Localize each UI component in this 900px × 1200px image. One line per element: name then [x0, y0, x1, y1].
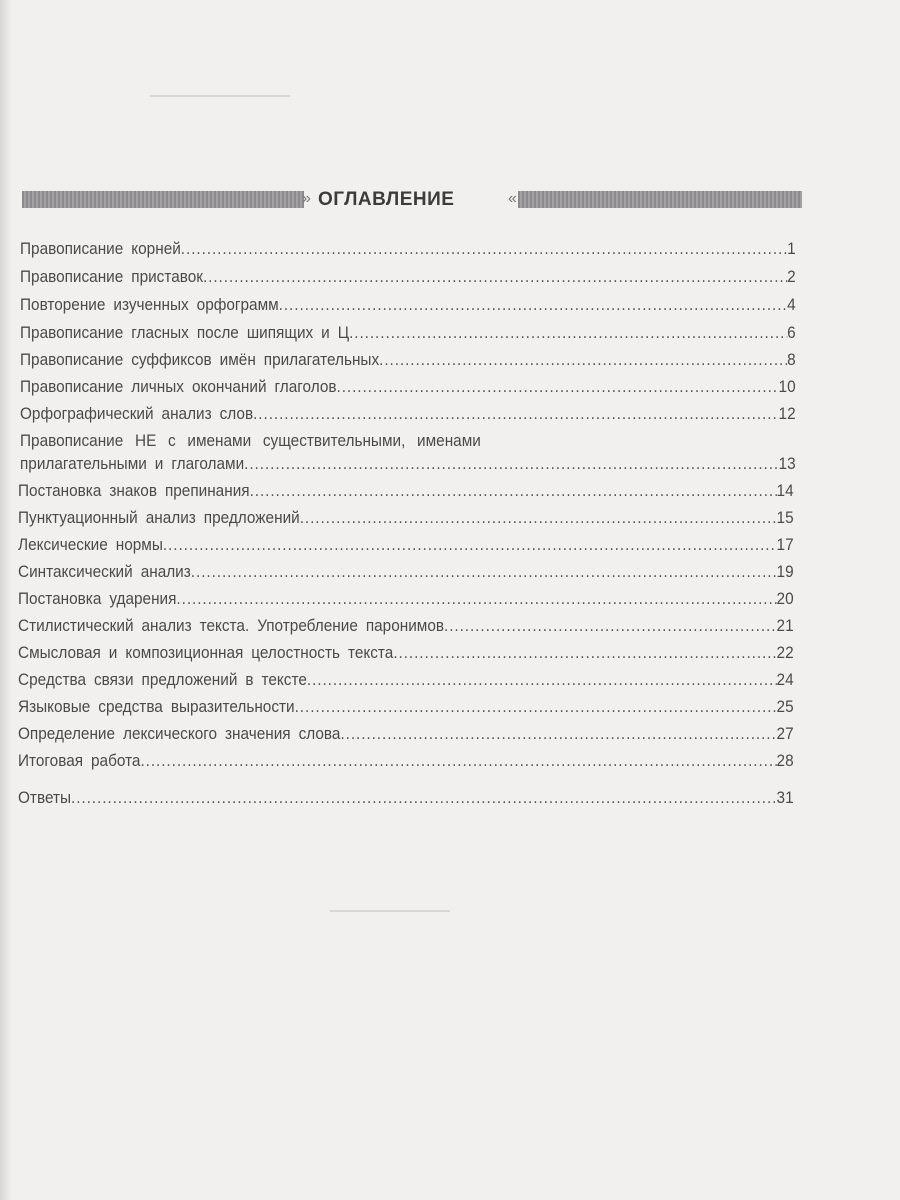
toc-entry-page: 25 — [776, 698, 794, 716]
dot-leader — [295, 698, 777, 717]
toc-entry-page: 4 — [787, 296, 796, 314]
toc-entry-page: 20 — [776, 590, 794, 608]
toc-entry-title: Стилистический анализ текста. Употребление паронимов — [18, 617, 445, 635]
toc-entry[interactable] — [18, 563, 794, 582]
toc-entry-page: 14 — [776, 482, 794, 500]
toc-entry-title-line1: Правописание НЕ с именами существительными, именами — [20, 432, 481, 450]
toc-entry-page: 13 — [778, 455, 796, 473]
dot-leader — [307, 671, 777, 690]
toc-entry[interactable] — [20, 296, 796, 315]
scan-smudge — [330, 910, 450, 912]
toc-entry-page: 28 — [776, 752, 794, 770]
toc-entry-title: Лексические нормы — [18, 536, 163, 554]
toc-entry[interactable] — [18, 536, 794, 555]
dot-leader — [244, 455, 778, 474]
toc-entry[interactable] — [18, 789, 794, 808]
toc-entry[interactable] — [18, 671, 794, 690]
chevron-right-icon: » — [302, 190, 311, 207]
dot-leader — [140, 752, 776, 771]
scan-smudge — [150, 95, 290, 97]
header-band-left — [22, 191, 304, 208]
toc-entry-title: Повторение изученных орфограмм — [20, 296, 279, 314]
toc-entry-page: 6 — [787, 324, 796, 342]
toc-entry[interactable] — [20, 378, 796, 397]
chevron-left-icon: « — [508, 190, 517, 207]
toc-entry-title: Синтаксический анализ — [18, 563, 191, 581]
dot-leader — [181, 240, 787, 259]
toc-entry[interactable] — [20, 351, 796, 370]
toc-entry-title: Правописание личных окончаний глаголов — [20, 378, 337, 396]
toc-entry-page: 24 — [776, 671, 794, 689]
dot-leader — [250, 482, 777, 501]
toc-entry-title: Орфографический анализ слов — [20, 405, 254, 423]
toc-entry[interactable] — [18, 482, 794, 501]
toc-entry-title: Языковые средства выразительности — [18, 698, 295, 716]
toc-entry-title: Пунктуационный анализ предложений — [18, 509, 300, 527]
toc-entry-title: Правописание корней — [20, 240, 181, 258]
dot-leader — [191, 563, 777, 582]
dot-leader — [444, 617, 777, 636]
toc-entry-page: 21 — [776, 617, 794, 635]
toc-entry-title: Правописание приставок — [20, 268, 203, 286]
page-edge-shadow — [0, 0, 12, 1200]
dot-leader — [379, 351, 787, 370]
toc-entry-page: 19 — [776, 563, 794, 581]
toc-entry-page: 2 — [787, 268, 796, 286]
dot-leader — [71, 789, 777, 808]
toc-entry-title: Правописание суффиксов имён прилагательных — [20, 351, 380, 369]
toc-entry-page: 10 — [778, 378, 796, 396]
toc-entry-title: Итоговая работа — [18, 752, 141, 770]
toc-entry[interactable] — [18, 698, 794, 717]
toc-entry[interactable] — [18, 509, 794, 528]
toc-entry-title: прилагательными и глаголами — [20, 455, 245, 473]
toc-entry-page: 12 — [778, 405, 796, 423]
toc-entry-title: Смысловая и композиционная целостность текста — [18, 644, 394, 662]
dot-leader — [203, 268, 787, 287]
toc-entry-title: Средства связи предложений в тексте — [18, 671, 307, 689]
toc-entry-title: Постановка ударения — [18, 590, 177, 608]
toc-entry-title: Правописание гласных после шипящих и Ц — [20, 324, 350, 342]
page-title: ОГЛАВЛЕНИЕ — [318, 189, 455, 210]
toc-entry[interactable] — [20, 455, 796, 474]
toc-entry-title: Ответы — [18, 789, 72, 807]
toc-entry[interactable] — [18, 590, 794, 609]
toc-entry-page: 8 — [787, 351, 796, 369]
toc-entry[interactable] — [18, 725, 794, 744]
dot-leader — [163, 536, 777, 555]
dot-leader — [279, 296, 787, 315]
dot-leader — [176, 590, 776, 609]
toc-entry-page: 31 — [776, 789, 794, 807]
dot-leader — [253, 405, 778, 424]
toc-entry[interactable] — [20, 405, 796, 424]
toc-entry-title: Постановка знаков препинания — [18, 482, 250, 500]
dot-leader — [393, 644, 776, 663]
toc-entry-page: 27 — [776, 725, 794, 743]
toc-entry-page: 17 — [776, 536, 794, 554]
toc-entry-page: 22 — [776, 644, 794, 662]
dot-leader — [337, 378, 779, 397]
dot-leader — [349, 324, 787, 343]
toc-entry-title: Определение лексического значения слова — [18, 725, 341, 743]
toc-entry-page: 15 — [776, 509, 794, 527]
dot-leader — [300, 509, 777, 528]
toc-entry[interactable] — [18, 644, 794, 663]
toc-entry[interactable] — [18, 617, 794, 636]
toc-entry[interactable] — [20, 268, 796, 287]
dot-leader — [340, 725, 776, 744]
toc-entry-page: 1 — [787, 240, 796, 258]
header-band-right — [518, 191, 802, 208]
toc-entry[interactable] — [20, 240, 796, 259]
toc-entry[interactable] — [18, 752, 794, 771]
toc-entry[interactable] — [20, 324, 796, 343]
